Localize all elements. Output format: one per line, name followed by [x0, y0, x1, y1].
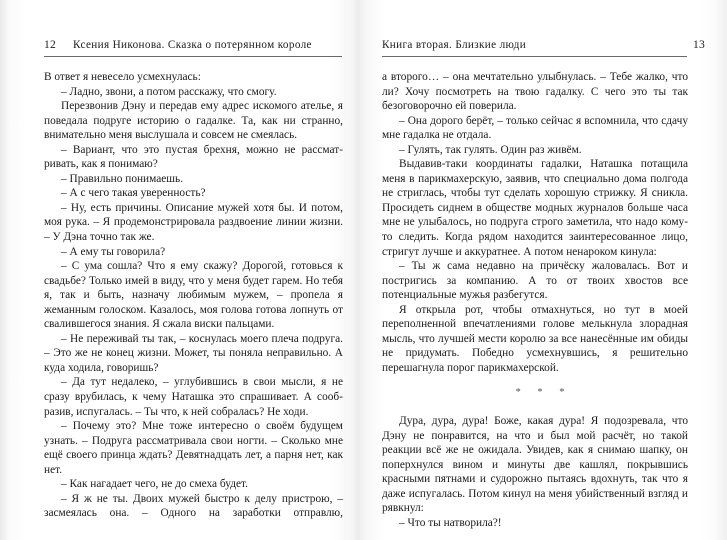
right-page-header-title: Книга вторая. Близкие люди — [382, 39, 527, 51]
paragraph: – Правильно понимаешь. — [61, 172, 184, 185]
left-page-folio: 12 — [44, 38, 56, 51]
paragraph: Дура, дура, дура! Боже, какая дура! Я подозревала, что Дэну не понравится, на что и был мой расчёт, но такой реакции всё же не ожидала. Увидев, как я снимаю шапку, он поперхнулся вином и минуты две кашлял, покрывшись красными пятнами и судорожно пытаясь вдохнуть, так что я даже испугалась. Потом кинул на меня убийственный взгляд и рявкнул: — [382, 415, 688, 515]
paragraph: – Как нагадает чего, не до смеха будет. — [61, 478, 248, 491]
paragraph: – Она дорого берёт, – только сейчас я вспомнила, что сдачу мне гадалка не отдала. — [382, 114, 688, 142]
paragraph: Выдавив-таки координаты гадалки, Наташка потащила меня в парикмахерскую, заявив, что специально дома полгода не стриглась, чтобы тут сделать хорошую стрижку. Я сникла. Просидеть сиднем в обществе модных журналов больше часа мне не улыбалось, но подруга строго заметила, что надо кому-то следить. Когда рядом находится заинтересованное лицо, стригут лучше и аккуратнее. А потом ненароком кинула: — [382, 158, 688, 258]
paragraph: Перезвонив Дэну и передав ему адрес искомого ателье, я поведала подруге историю о гадалке. Та, как ни странно, внимательно меня выслушала и совсем не смеялась. — [44, 100, 343, 142]
paragraph: – С ума сошла? Что я ему скажу? Дорогой, готовься к свадьбе? Только имей в виду, что у меня будет гарем. Но тебя я, так и быть, назначу любимым мужем, – пропела я жеманным голоском. Казалось, моя голова готова лопнуть от свалившегося знания. Я сжала виски пальцами. — [44, 260, 343, 331]
paragraph: – Гулять, так гулять. Один раз живём. — [399, 143, 582, 156]
left-page — [0, 0, 363, 540]
paragraph: а второго… – она мечтательно улыбнулась. – Тебе жалко, что ли? Хочу посмотреть на твою гадалку. С чего это ты так безоговорочно ей поверила. — [382, 71, 688, 113]
left-page-header-rule — [44, 56, 342, 57]
paragraph: – Что ты натворила?! — [399, 516, 502, 529]
left-page-header-title: Ксения Никонова. Сказка о потерянном короле — [73, 39, 312, 51]
left-page-text-column — [44, 70, 343, 521]
right-page-text-column — [382, 70, 688, 530]
paragraph: – Не переживай ты так, – коснулась моего плеча подруга. – Это же не конец жизни. Может, ты поняла неправильно. А куда ходила, говоришь? — [44, 332, 343, 374]
paragraph: В ответ я невесело усмехнулась: — [44, 71, 201, 83]
paragraph: – А ему ты говорила? — [61, 245, 166, 258]
paragraph: – Ты ж сама недавно на причёску жаловалась. Вот и постригись за компанию. А то от твоих хвостов все потенциальные мужья разбегутся. — [382, 260, 688, 302]
paragraph: Я открыла рот, чтобы отмахнуться, но тут в моей переполненной впечатлениями голове мелькнула злорадная мысль, что лучшей мести королю за все нанесённые им обиды не придумать. Победно усмехнувшись, я решительно перешагнула порог парикмахерской. — [382, 303, 688, 374]
right-page-folio: 13 — [693, 38, 705, 51]
paragraph: – Вариант, что это пустая брехня, можно не рассматривать, как я понимаю? — [44, 143, 343, 171]
right-page — [364, 0, 727, 540]
paragraph: – Ну, есть причины. Описание мужей хотя бы. И потом, моя рука. – Я продемонстрировала раздвоение линии жизни. – У Дэна точно так же. — [44, 201, 343, 244]
paragraph: – Да тут недалеко, – углубившись в свои мысли, я не сразу врубилась, к чему Наташка это спрашивает. А сообразив, испугалась. – Ты что, к ней собралась? Не ходи. — [44, 376, 343, 418]
paragraph: – Ладно, звони, а потом расскажу, что смогу. — [61, 85, 277, 98]
paragraph: – Почему это? Мне тоже интересно о своём будущем узнать. – Подруга рассматривала свои ногти. – Сколько мне ещё своего принца ждать? Девятнадцать лет, а парня нет, как нет. — [44, 420, 343, 476]
right-page-running-header — [382, 38, 705, 54]
right-page-header-rule — [382, 56, 687, 57]
scene-separator: * * * — [515, 387, 572, 399]
paragraph: – Я ж не ты. Двоих мужей быстро к делу пристрою, – засмеялась она. – Одного на заработки отправлю, — [44, 492, 343, 520]
left-page-running-header — [44, 38, 343, 54]
paragraph: – А с чего такая уверенность? — [61, 187, 206, 200]
